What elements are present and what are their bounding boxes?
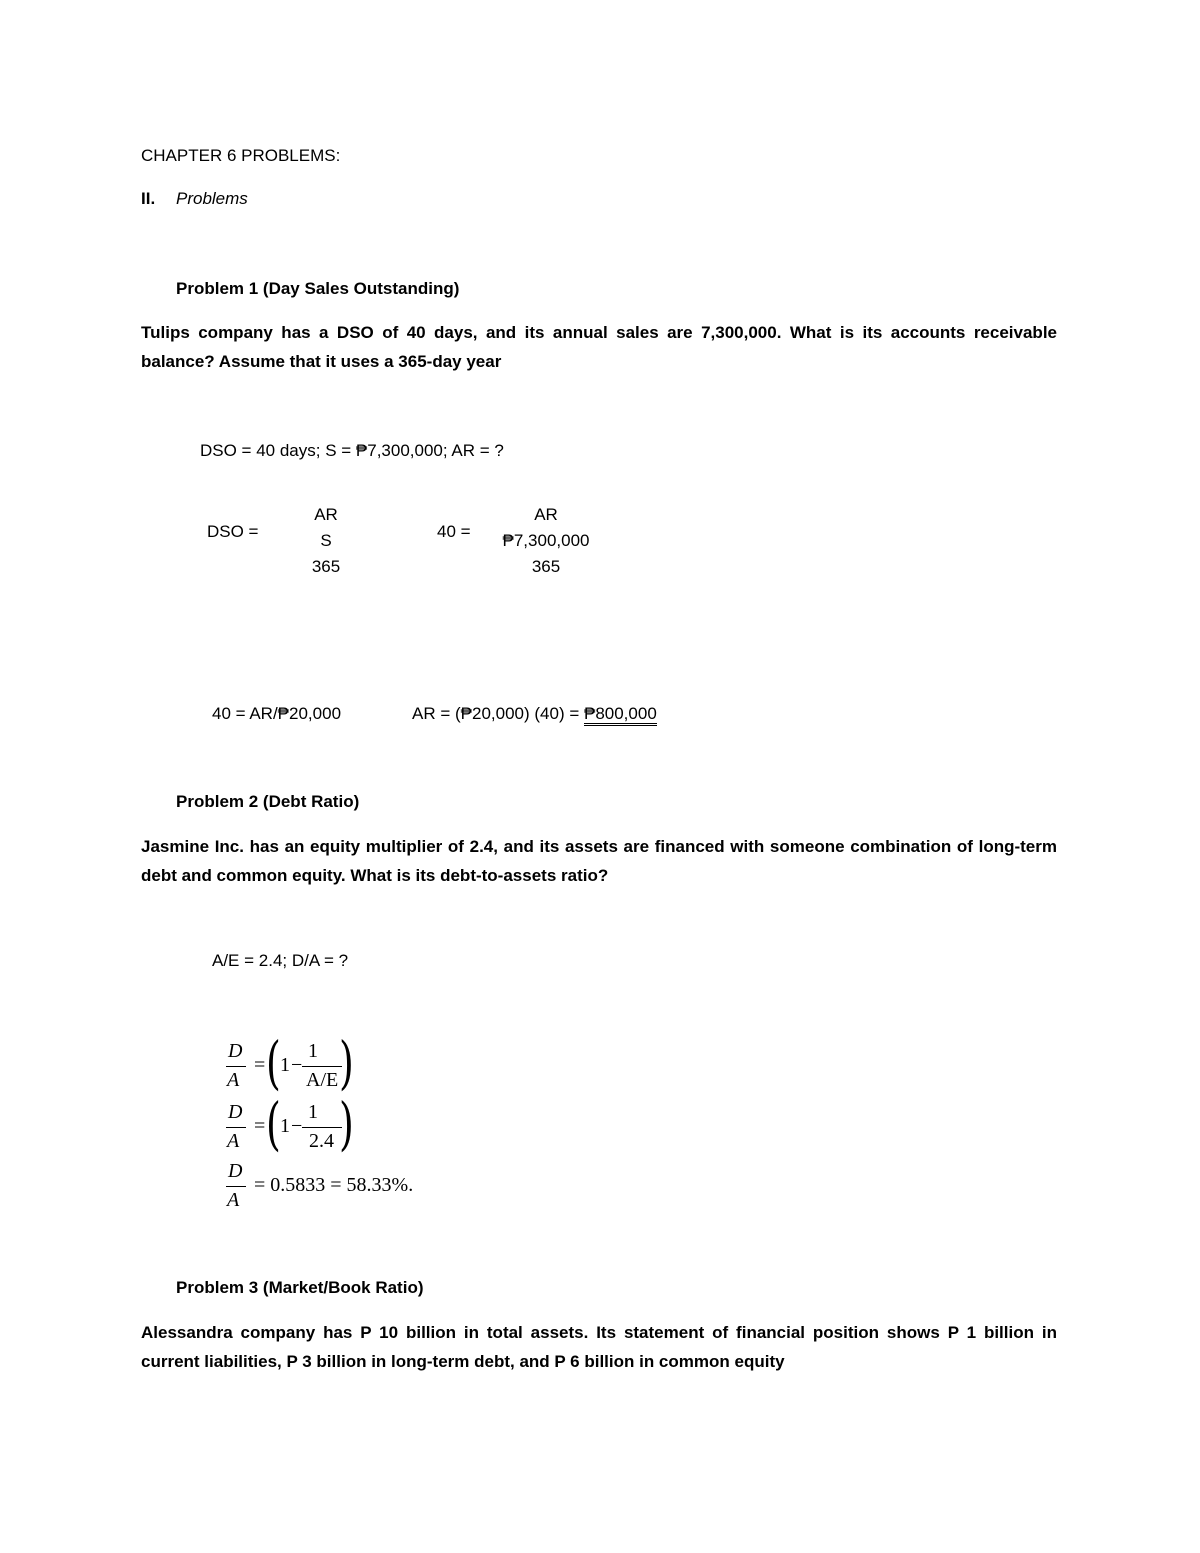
substitution-middle: ₱7,300,000 <box>502 531 590 550</box>
eq1-inner-numerator: 1 <box>308 1040 318 1062</box>
problem1-title: Problem 1 (Day Sales Outstanding) <box>176 279 460 298</box>
problem2-given: A/E = 2.4; D/A = ? <box>212 951 349 970</box>
problem1-substitution-lhs: 40 = <box>437 522 471 541</box>
eq1-numerator-d: D <box>228 1040 243 1062</box>
eq1-right-paren: ) <box>339 1030 354 1096</box>
eq2-equals: = <box>254 1115 266 1137</box>
eq1-equals: = <box>254 1054 266 1076</box>
eq3-result: = 0.5833 = 58.33%. <box>254 1174 414 1196</box>
formula-denominator: 365 <box>311 557 341 576</box>
eq2-left-paren: ( <box>266 1091 281 1157</box>
step2-prefix: AR = (₱20,000) (40) = <box>412 704 584 723</box>
eq2-one: 1 <box>280 1115 290 1137</box>
problem1-answer: ₱800,000 <box>584 704 657 726</box>
substitution-denominator: 365 <box>531 557 561 576</box>
problem2-title: Problem 2 (Debt Ratio) <box>176 792 360 811</box>
eq1-inner-fraction-bar <box>302 1066 342 1067</box>
problem1-text: Tulips company has a DSO of 40 days, and its annual sales are 7,300,000. What is its accounts receivable balance? Assume that it uses a 365-day year <box>141 323 1057 371</box>
problem2-text: Jasmine Inc. has an equity multiplier of 2.4, and its assets are financed with someone combination of long-term debt and common equity. What is its debt-to-assets ratio? <box>141 837 1057 885</box>
eq1-one: 1 <box>280 1054 290 1076</box>
problem1-step1: 40 = AR/₱20,000 <box>212 704 342 723</box>
eq1-minus: − <box>291 1054 303 1076</box>
eq2-numerator-d: D <box>228 1101 243 1123</box>
chapter-heading: CHAPTER 6 PROBLEMS: <box>141 146 341 165</box>
eq2-right-paren: ) <box>339 1091 354 1157</box>
section-title: Problems <box>176 189 248 208</box>
problem1-formula-lhs: DSO = <box>207 522 259 541</box>
formula-numerator: AR <box>314 505 338 524</box>
eq2-inner-numerator: 1 <box>308 1101 318 1123</box>
eq2-minus: − <box>291 1115 303 1137</box>
eq2-fraction-bar <box>226 1127 246 1128</box>
eq3-numerator-d: D <box>228 1160 243 1182</box>
eq3-denominator-a: A <box>227 1189 240 1211</box>
section-number: II. <box>141 189 156 208</box>
formula-middle: S <box>320 531 332 550</box>
eq1-left-paren: ( <box>266 1030 281 1096</box>
problem3-title: Problem 3 (Market/Book Ratio) <box>176 1278 424 1297</box>
eq2-denominator-a: A <box>227 1130 240 1152</box>
problem1-given: DSO = 40 days; S = ₱7,300,000; AR = ? <box>200 441 504 460</box>
problem1-step2 <box>412 704 657 724</box>
eq1-denominator-a: A <box>227 1069 240 1091</box>
eq1-fraction-bar <box>226 1066 246 1067</box>
problem1-substitution-fraction <box>486 502 606 580</box>
problem3-text: Alessandra company has P 10 billion in total assets. Its statement of financial position shows P 1 billion in current liabilities, P 3 billion in long-term debt, and P 6 billion in common equity <box>141 1323 1057 1371</box>
eq3-fraction-bar <box>226 1186 246 1187</box>
problem1-formula-fraction <box>296 502 356 580</box>
eq2-inner-fraction-bar <box>302 1127 342 1128</box>
eq2-inner-denominator: 2.4 <box>309 1130 334 1152</box>
substitution-numerator: AR <box>534 505 558 524</box>
eq1-inner-denominator: A/E <box>306 1069 339 1091</box>
